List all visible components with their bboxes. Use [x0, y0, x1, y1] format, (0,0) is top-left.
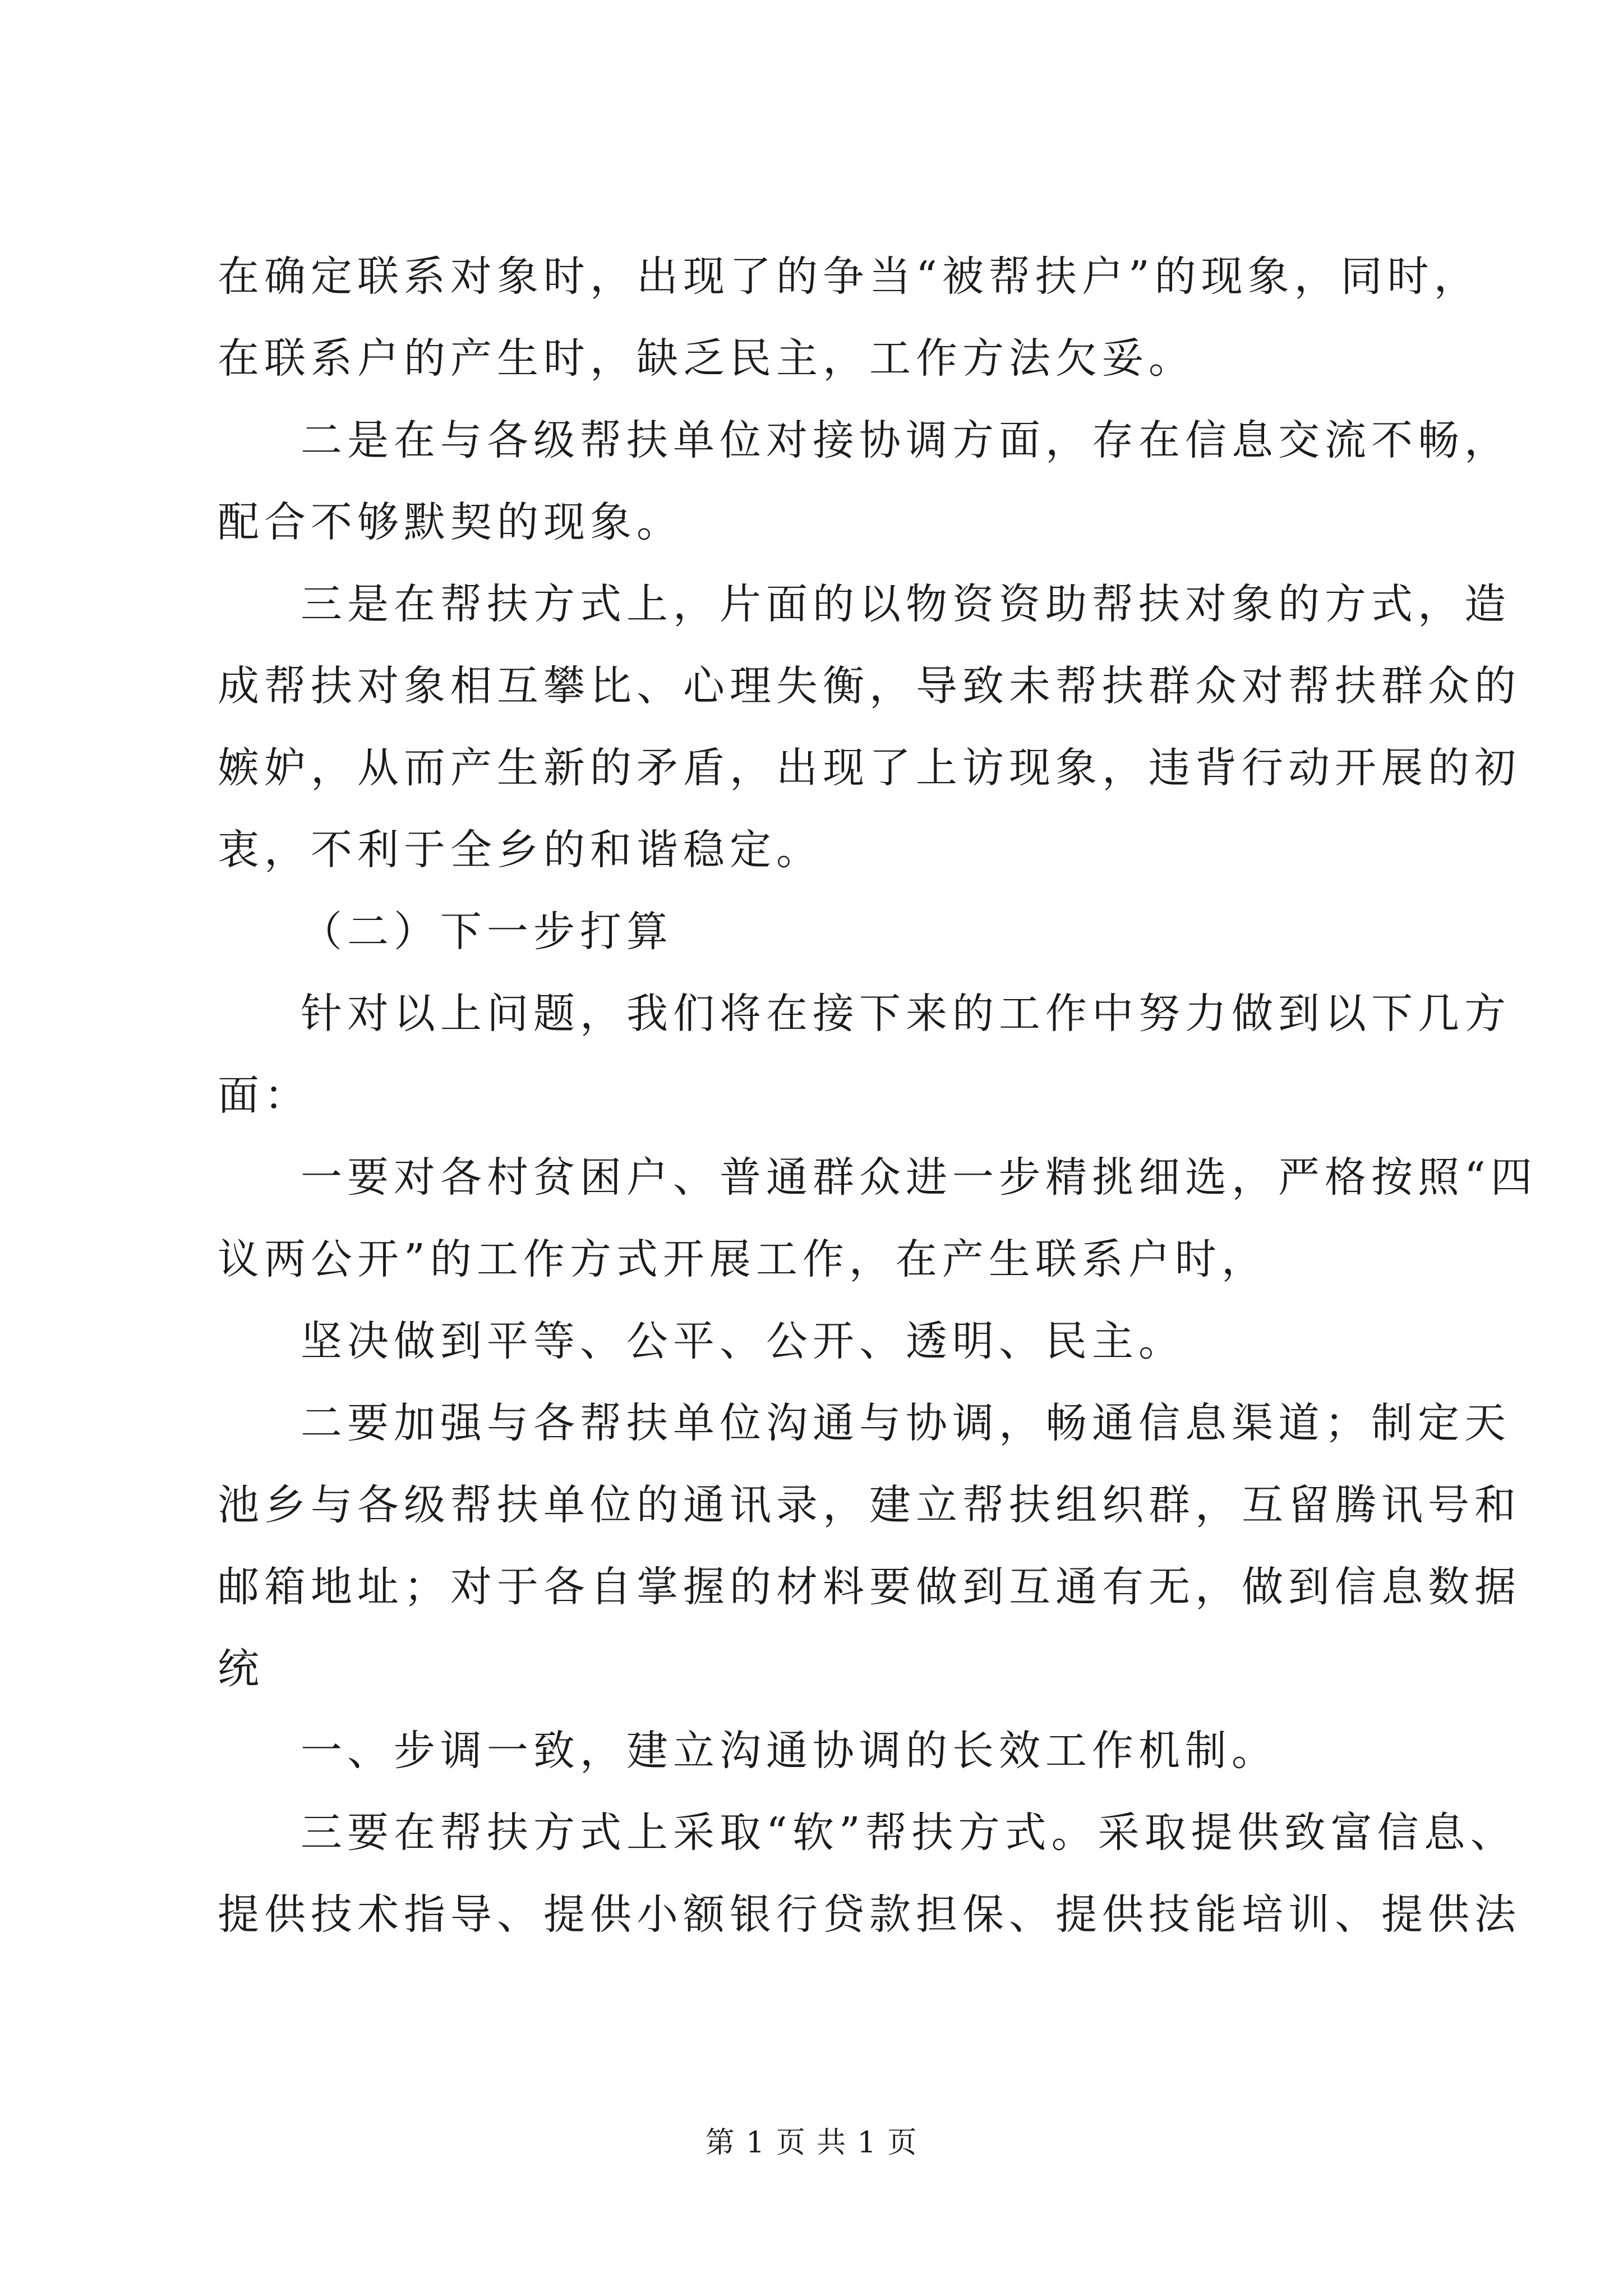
text-line: 二要加强与各帮扶单位沟通与协调，畅通信息渠道；制定天: [301, 1399, 1511, 1447]
text-line: 衷，不利于全乡的和谐稳定。: [218, 826, 823, 874]
section-heading: （二）下一步打算: [301, 908, 673, 956]
text-line: 三是在帮扶方式上，片面的以物资资助帮扶对象的方式，造: [301, 580, 1511, 628]
text-line: 三要在帮扶方式上采取“软”帮扶方式。采取提供致富信息、: [301, 1809, 1517, 1857]
text-line: 坚决做到平等、公平、公开、透明、民主。: [301, 1317, 1185, 1365]
text-line: 配合不够默契的现象。: [218, 498, 683, 546]
text-line: 面：: [218, 1071, 311, 1120]
text-line: 议两公开”的工作方式开展工作，在产生联系户时，: [218, 1235, 1268, 1283]
text-line: 一、步调一致，建立沟通协调的长效工作机制。: [301, 1727, 1278, 1775]
document-body: [218, 236, 1537, 1955]
text-line: 二是在与各级帮扶单位对接协调方面，存在信息交流不畅，: [301, 416, 1511, 464]
text-line: 池乡与各级帮扶单位的通讯录，建立帮扶组织群，互留腾讯号和: [218, 1481, 1521, 1529]
text-line: 提供技术指导、提供小额银行贷款担保、提供技能培训、提供法: [218, 1890, 1521, 1939]
text-line: 统: [218, 1645, 264, 1693]
text-line: 一要对各村贫困户、普通群众进一步精挑细选，严格按照“四: [301, 1153, 1537, 1202]
page-number-footer: 第 1 页 共 1 页: [705, 2126, 918, 2160]
text-line: 在联系户的产生时，缺乏民主，工作方法欠妥。: [218, 334, 1195, 383]
text-line: 针对以上问题，我们将在接下来的工作中努力做到以下几方: [301, 990, 1511, 1038]
text-line: 邮箱地址；对于各自掌握的材料要做到互通有无，做到信息数据: [218, 1563, 1521, 1611]
text-line: 在确定联系对象时，出现了的争当“被帮扶户”的现象，同时，: [218, 252, 1481, 301]
text-line: 嫉妒，从而产生新的矛盾，出现了上访现象，违背行动开展的初: [218, 744, 1521, 792]
text-line: 成帮扶对象相互攀比、心理失衡，导致未帮扶群众对帮扶群众的: [218, 662, 1521, 710]
